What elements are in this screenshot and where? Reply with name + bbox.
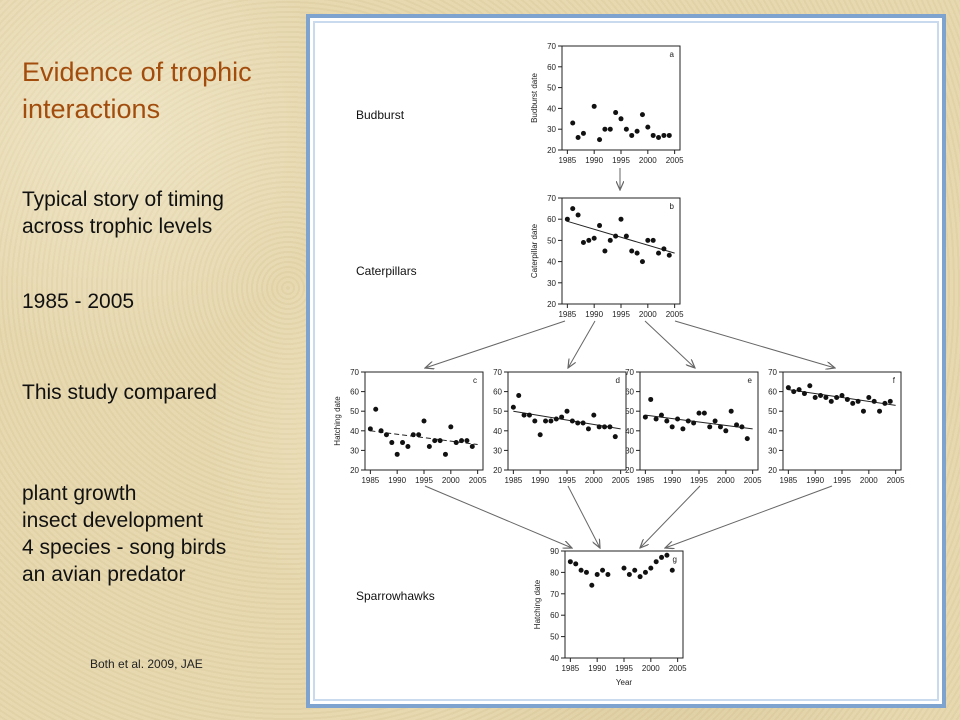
y-tick-label-f-2: 40 — [768, 426, 777, 436]
panel-b — [530, 194, 684, 319]
data-point-b-10 — [619, 217, 624, 222]
data-point-a-8 — [619, 116, 624, 121]
data-point-d-13 — [581, 420, 586, 425]
list-item-avian-predator: an avian predator — [22, 563, 186, 586]
plot-area-f — [783, 372, 901, 470]
data-point-e-13 — [713, 419, 718, 424]
data-point-e-16 — [729, 409, 734, 414]
timing-line-2: across trophic levels — [22, 215, 213, 238]
data-point-a-17 — [667, 133, 672, 138]
data-point-d-16 — [597, 424, 602, 429]
data-point-b-5 — [592, 236, 597, 241]
data-point-f-11 — [845, 397, 850, 402]
label-sparrowhawks: Sparrowhawks — [356, 589, 435, 603]
data-point-g-10 — [632, 568, 637, 573]
x-tick-label-f-4: 2005 — [886, 476, 905, 485]
x-tick-label-f-1: 1990 — [806, 476, 825, 485]
y-tick-label-c-1: 30 — [350, 446, 359, 456]
data-point-e-15 — [723, 428, 728, 433]
data-point-b-8 — [608, 238, 613, 243]
data-point-d-0 — [511, 405, 516, 410]
list-item-plant-growth: plant growth — [22, 482, 137, 505]
data-point-g-11 — [638, 574, 643, 579]
y-axis-label-c: Hatching date — [333, 396, 342, 446]
data-point-b-2 — [576, 212, 581, 217]
y-tick-label-b-5: 70 — [547, 194, 556, 203]
data-point-f-13 — [856, 399, 861, 404]
data-point-a-4 — [597, 137, 602, 142]
data-point-a-12 — [640, 112, 645, 117]
y-tick-label-e-2: 40 — [625, 426, 634, 436]
data-point-d-15 — [591, 413, 596, 418]
data-point-a-3 — [592, 104, 597, 109]
x-tick-label-g-1: 1990 — [588, 664, 607, 673]
data-point-e-17 — [734, 422, 739, 427]
x-tick-label-g-2: 1995 — [615, 664, 633, 673]
panel-letter-d: d — [615, 376, 620, 385]
y-tick-label-e-3: 50 — [625, 407, 634, 417]
data-point-a-15 — [656, 135, 661, 140]
data-point-e-12 — [707, 424, 712, 429]
data-point-f-8 — [829, 399, 834, 404]
data-point-f-9 — [834, 395, 839, 400]
x-tick-label-g-0: 1985 — [561, 664, 580, 673]
panel-letter-f: f — [892, 376, 895, 385]
data-point-c-11 — [427, 444, 432, 449]
y-tick-label-c-5: 70 — [350, 368, 359, 377]
panel-a — [530, 42, 684, 165]
x-tick-label-b-3: 2000 — [638, 310, 657, 319]
data-point-d-5 — [538, 432, 543, 437]
y-tick-label-e-5: 70 — [625, 368, 634, 377]
data-point-d-9 — [559, 415, 564, 420]
y-axis-label-a: Budburst date — [530, 73, 539, 123]
data-point-g-2 — [579, 568, 584, 573]
y-tick-label-a-0: 20 — [547, 146, 556, 155]
data-point-e-14 — [718, 424, 723, 429]
y-tick-label-d-2: 40 — [493, 426, 502, 436]
data-point-a-0 — [570, 120, 575, 125]
arrow-1 — [425, 321, 565, 368]
x-tick-label-b-2: 1995 — [612, 310, 630, 319]
data-point-f-7 — [823, 395, 828, 400]
y-tick-label-d-1: 30 — [493, 446, 502, 456]
x-axis-label-g: Year — [615, 678, 633, 687]
data-point-c-0 — [368, 426, 373, 431]
data-point-e-6 — [675, 417, 680, 422]
data-point-b-7 — [602, 249, 607, 254]
study-years: 1985 - 2005 — [22, 290, 135, 313]
data-point-a-2 — [581, 131, 586, 136]
y-tick-label-e-0: 20 — [625, 466, 634, 475]
y-tick-label-f-5: 70 — [768, 368, 777, 377]
list-item-insect-development: insect development — [22, 509, 203, 532]
data-point-a-10 — [629, 133, 634, 138]
y-tick-label-d-3: 50 — [493, 407, 502, 417]
data-point-g-16 — [664, 553, 669, 558]
data-point-e-10 — [697, 411, 702, 416]
data-point-g-4 — [589, 583, 594, 588]
panel-d — [493, 368, 630, 485]
data-point-c-9 — [416, 432, 421, 437]
panel-g — [533, 547, 687, 687]
y-tick-label-b-0: 20 — [547, 300, 556, 309]
data-point-d-14 — [586, 426, 591, 431]
data-point-f-12 — [850, 401, 855, 406]
data-point-e-0 — [643, 415, 648, 420]
data-point-f-4 — [807, 383, 812, 388]
data-point-c-4 — [389, 440, 394, 445]
data-point-a-1 — [576, 135, 581, 140]
y-axis-label-g: Hatching date — [533, 579, 542, 630]
data-point-e-11 — [702, 411, 707, 416]
trend-line-b — [567, 221, 674, 253]
data-point-g-5 — [595, 572, 600, 577]
x-tick-label-d-3: 2000 — [584, 476, 603, 485]
y-tick-label-d-0: 20 — [493, 466, 502, 475]
arrow-4 — [675, 321, 835, 368]
data-point-d-2 — [522, 413, 527, 418]
data-point-c-3 — [384, 432, 389, 437]
study-compared-text: This study compared — [22, 381, 217, 404]
data-point-c-19 — [470, 444, 475, 449]
data-point-f-19 — [888, 399, 893, 404]
data-point-c-16 — [454, 440, 459, 445]
x-tick-label-c-2: 1995 — [415, 476, 433, 485]
y-tick-label-a-3: 50 — [547, 83, 556, 93]
slide-title: Evidence of trophic interactions — [22, 57, 252, 124]
data-point-e-3 — [659, 413, 664, 418]
y-tick-label-b-1: 30 — [547, 278, 556, 288]
data-point-b-9 — [613, 234, 618, 239]
y-tick-label-a-4: 60 — [547, 62, 556, 72]
data-point-d-3 — [527, 413, 532, 418]
data-point-d-7 — [548, 419, 553, 424]
data-point-f-5 — [813, 395, 818, 400]
data-point-c-6 — [400, 440, 405, 445]
data-point-c-13 — [438, 438, 443, 443]
y-tick-label-e-1: 30 — [625, 446, 634, 456]
data-point-b-19 — [667, 253, 672, 258]
data-point-e-2 — [654, 417, 659, 422]
data-point-c-14 — [443, 452, 448, 457]
figure-frame — [306, 14, 946, 708]
data-point-f-15 — [866, 395, 871, 400]
data-point-g-0 — [568, 559, 573, 564]
y-tick-label-g-4: 80 — [550, 568, 559, 578]
x-tick-label-d-1: 1990 — [531, 476, 550, 485]
y-tick-label-b-2: 40 — [547, 257, 556, 267]
data-point-b-15 — [645, 238, 650, 243]
data-point-c-7 — [405, 444, 410, 449]
panel-e — [625, 368, 762, 485]
x-tick-label-f-2: 1995 — [833, 476, 851, 485]
data-point-g-15 — [659, 555, 664, 560]
data-point-d-4 — [532, 419, 537, 424]
data-point-b-18 — [661, 246, 666, 251]
panel-f — [768, 368, 905, 485]
data-point-b-4 — [586, 238, 591, 243]
data-point-b-16 — [651, 238, 656, 243]
timing-paragraph — [22, 186, 312, 240]
panel-c — [333, 368, 487, 485]
x-tick-label-b-1: 1990 — [585, 310, 604, 319]
x-tick-label-b-4: 2005 — [665, 310, 684, 319]
data-point-g-12 — [643, 570, 648, 575]
data-point-e-5 — [670, 424, 675, 429]
data-point-b-11 — [624, 234, 629, 239]
data-point-g-8 — [622, 566, 627, 571]
arrow-connectors — [425, 168, 835, 548]
data-point-e-9 — [691, 420, 696, 425]
plot-area-e — [640, 372, 758, 470]
y-tick-label-a-2: 40 — [547, 104, 556, 114]
y-tick-label-c-4: 60 — [350, 387, 359, 397]
x-tick-label-e-3: 2000 — [716, 476, 735, 485]
y-axis-label-b: Caterpillar date — [530, 223, 539, 279]
data-point-b-14 — [640, 259, 645, 264]
data-point-c-1 — [373, 407, 378, 412]
x-tick-label-c-1: 1990 — [388, 476, 407, 485]
data-point-d-17 — [602, 424, 607, 429]
data-point-d-10 — [565, 409, 570, 414]
data-point-g-6 — [600, 568, 605, 573]
data-point-e-4 — [664, 419, 669, 424]
data-point-c-5 — [395, 452, 400, 457]
y-tick-label-c-3: 50 — [350, 407, 359, 417]
data-point-e-19 — [745, 436, 750, 441]
y-tick-label-g-5: 90 — [550, 547, 559, 556]
data-point-c-17 — [459, 438, 464, 443]
data-point-a-14 — [651, 133, 656, 138]
data-point-f-18 — [882, 401, 887, 406]
data-point-c-15 — [448, 424, 453, 429]
data-point-b-17 — [656, 251, 661, 256]
data-point-a-16 — [661, 133, 666, 138]
x-tick-label-g-3: 2000 — [641, 664, 660, 673]
data-point-d-1 — [516, 393, 521, 398]
data-point-a-13 — [645, 125, 650, 130]
x-tick-label-c-0: 1985 — [361, 476, 380, 485]
panel-letter-g: g — [672, 555, 677, 564]
y-tick-label-c-2: 40 — [350, 426, 359, 436]
data-point-b-0 — [565, 217, 570, 222]
data-point-g-7 — [605, 572, 610, 577]
data-point-a-6 — [608, 127, 613, 132]
y-tick-label-g-0: 40 — [550, 654, 559, 663]
x-tick-label-e-0: 1985 — [636, 476, 655, 485]
data-point-a-9 — [624, 127, 629, 132]
data-point-e-18 — [739, 424, 744, 429]
data-point-g-13 — [648, 566, 653, 571]
x-tick-label-f-3: 2000 — [859, 476, 878, 485]
x-tick-label-a-3: 2000 — [638, 156, 657, 165]
arrow-6 — [568, 486, 600, 548]
x-tick-label-a-0: 1985 — [558, 156, 577, 165]
list-item-song-birds: 4 species - song birds — [22, 536, 227, 559]
data-point-c-8 — [411, 432, 416, 437]
y-tick-label-g-1: 50 — [550, 632, 559, 642]
x-tick-label-f-0: 1985 — [779, 476, 798, 485]
y-tick-label-f-3: 50 — [768, 407, 777, 417]
panel-letter-b: b — [669, 202, 674, 211]
citation: Both et al. 2009, JAE — [90, 657, 203, 671]
data-point-f-17 — [877, 409, 882, 414]
timing-line-1: Typical story of timing — [22, 188, 224, 211]
data-point-f-2 — [797, 387, 802, 392]
x-tick-label-e-2: 1995 — [690, 476, 708, 485]
trophic-figure — [310, 18, 942, 704]
y-tick-label-d-4: 60 — [493, 387, 502, 397]
data-point-c-2 — [379, 428, 384, 433]
y-tick-label-b-4: 60 — [547, 215, 556, 225]
plot-area-d — [508, 372, 626, 470]
data-point-g-9 — [627, 572, 632, 577]
y-tick-label-d-5: 70 — [493, 368, 502, 377]
y-tick-label-g-2: 60 — [550, 611, 559, 621]
data-point-c-10 — [422, 419, 427, 424]
data-point-c-12 — [432, 438, 437, 443]
x-tick-label-a-1: 1990 — [585, 156, 604, 165]
compared-list — [22, 480, 312, 588]
panel-letter-a: a — [669, 50, 674, 59]
data-point-e-7 — [680, 426, 685, 431]
data-point-d-8 — [554, 417, 559, 422]
data-point-b-6 — [597, 223, 602, 228]
arrow-5 — [425, 486, 572, 548]
data-point-b-13 — [635, 251, 640, 256]
data-point-f-14 — [861, 409, 866, 414]
x-tick-label-e-1: 1990 — [663, 476, 682, 485]
x-tick-label-d-2: 1995 — [558, 476, 576, 485]
y-tick-label-e-4: 60 — [625, 387, 634, 397]
data-point-f-6 — [818, 393, 823, 398]
x-tick-label-c-4: 2005 — [468, 476, 487, 485]
data-point-g-14 — [654, 559, 659, 564]
data-point-d-12 — [575, 420, 580, 425]
data-point-b-12 — [629, 249, 634, 254]
data-point-e-8 — [686, 419, 691, 424]
data-point-e-1 — [648, 397, 653, 402]
x-tick-label-a-4: 2005 — [665, 156, 684, 165]
data-point-f-10 — [840, 393, 845, 398]
x-tick-label-e-4: 2005 — [743, 476, 762, 485]
x-tick-label-g-4: 2005 — [668, 664, 687, 673]
data-point-g-17 — [670, 568, 675, 573]
data-point-f-1 — [791, 389, 796, 394]
data-point-d-18 — [607, 424, 612, 429]
arrow-8 — [665, 486, 832, 548]
label-caterpillars: Caterpillars — [356, 264, 417, 278]
y-tick-label-f-1: 30 — [768, 446, 777, 456]
panel-letter-c: c — [473, 376, 477, 385]
arrow-3 — [645, 321, 695, 368]
x-tick-label-d-0: 1985 — [504, 476, 523, 485]
arrow-2 — [568, 321, 595, 368]
y-tick-label-b-3: 50 — [547, 236, 556, 246]
data-point-g-3 — [584, 570, 589, 575]
x-tick-label-b-0: 1985 — [558, 310, 577, 319]
data-point-d-19 — [613, 434, 618, 439]
data-point-f-3 — [802, 391, 807, 396]
y-tick-label-f-4: 60 — [768, 387, 777, 397]
y-tick-label-a-1: 30 — [547, 125, 556, 135]
data-point-d-11 — [570, 419, 575, 424]
x-tick-label-a-2: 1995 — [612, 156, 630, 165]
x-tick-label-d-4: 2005 — [611, 476, 630, 485]
y-tick-label-g-3: 70 — [550, 589, 559, 599]
y-tick-label-c-0: 20 — [350, 466, 359, 475]
data-point-a-7 — [613, 110, 618, 115]
data-point-g-1 — [573, 561, 578, 566]
data-point-b-1 — [570, 206, 575, 211]
data-point-c-18 — [464, 438, 469, 443]
y-tick-label-a-5: 70 — [547, 42, 556, 51]
data-point-f-16 — [872, 399, 877, 404]
data-point-b-3 — [581, 240, 586, 245]
data-point-f-0 — [786, 385, 791, 390]
data-point-a-5 — [602, 127, 607, 132]
data-point-d-6 — [543, 419, 548, 424]
label-budburst: Budburst — [356, 108, 405, 122]
panel-letter-e: e — [747, 376, 752, 385]
data-point-a-11 — [635, 129, 640, 134]
y-tick-label-f-0: 20 — [768, 466, 777, 475]
x-tick-label-c-3: 2000 — [441, 476, 460, 485]
